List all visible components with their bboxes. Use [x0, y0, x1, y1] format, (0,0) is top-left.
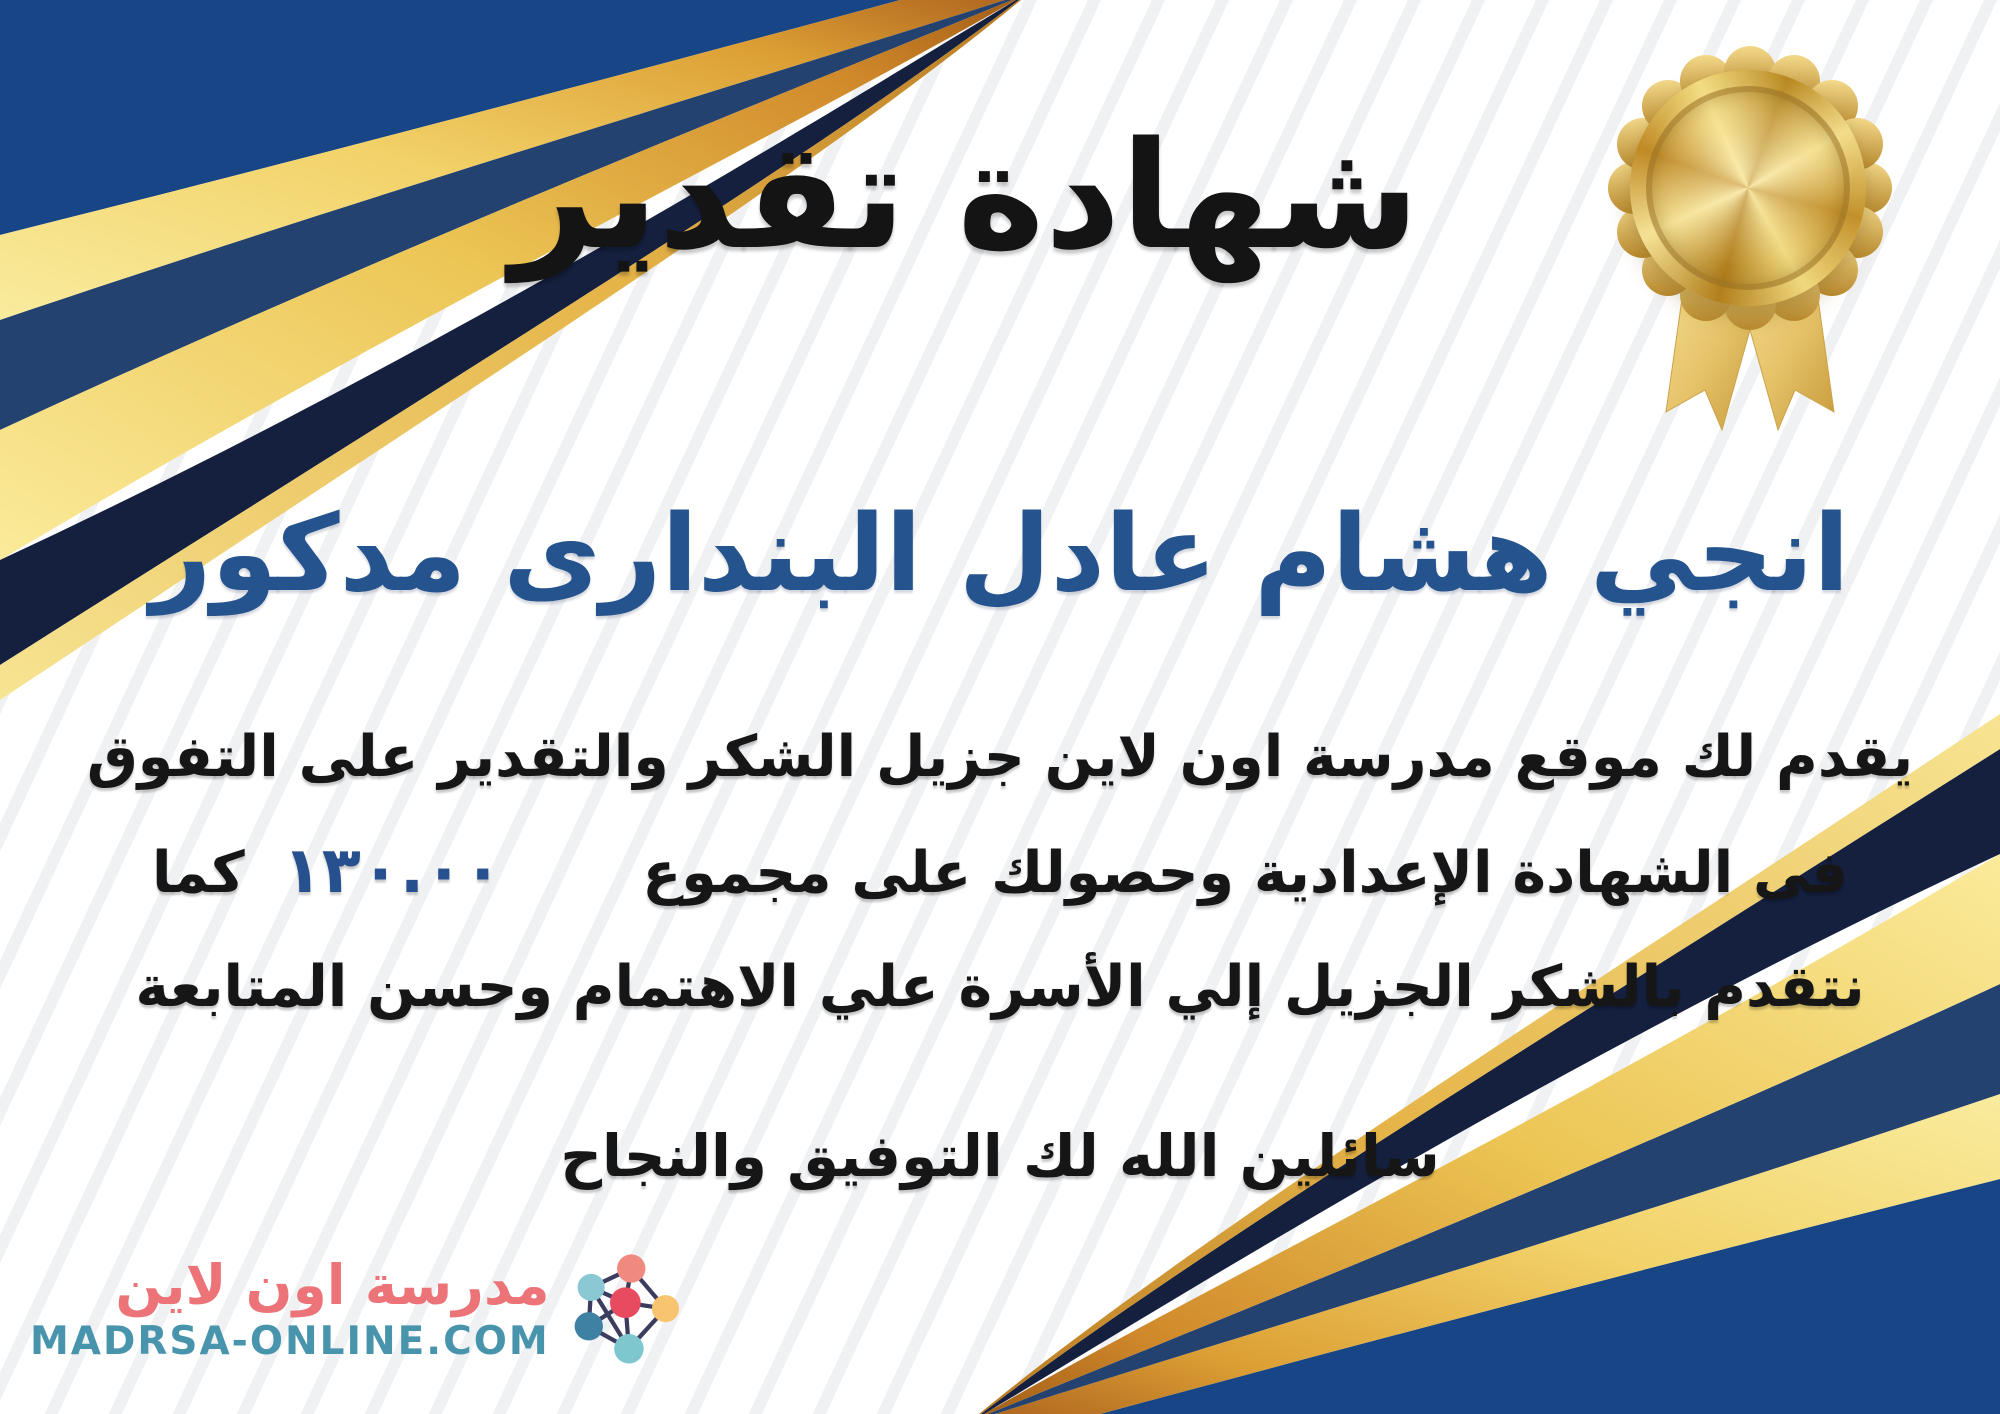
- recipient-name: انجي هشام عادل البندارى مدكور: [150, 492, 1850, 615]
- certificate-title: شهادة تقدير: [510, 110, 1420, 282]
- network-graph-icon: [564, 1252, 682, 1370]
- body-line-2: [40, 814, 1960, 930]
- closing-line: سائلين الله لك التوفيق والنجاح: [560, 1122, 1440, 1190]
- body-line-1: يقدم لك موقع مدرسة اون لاين جزيل الشكر والتقدير على التفوق: [86, 724, 1914, 790]
- body-line-2-suffix: كما: [151, 840, 245, 906]
- site-logo-text: [30, 1254, 550, 1368]
- site-logo: [30, 1252, 682, 1370]
- site-logo-domain: MADRSA-ONLINE.COM: [30, 1319, 550, 1364]
- body-line-2-prefix: فى الشهادة الإعدادية وحصولك على مجموع: [642, 840, 1849, 906]
- certificate-body: [40, 700, 1960, 1044]
- body-line-3: نتقدم بالشكر الجزيل إلي الأسرة علي الاهتمام وحسن المتابعة: [135, 954, 1865, 1020]
- score-value: ١٣٠.٠٠: [282, 834, 503, 908]
- site-logo-arabic: مدرسة اون لاين: [115, 1253, 550, 1317]
